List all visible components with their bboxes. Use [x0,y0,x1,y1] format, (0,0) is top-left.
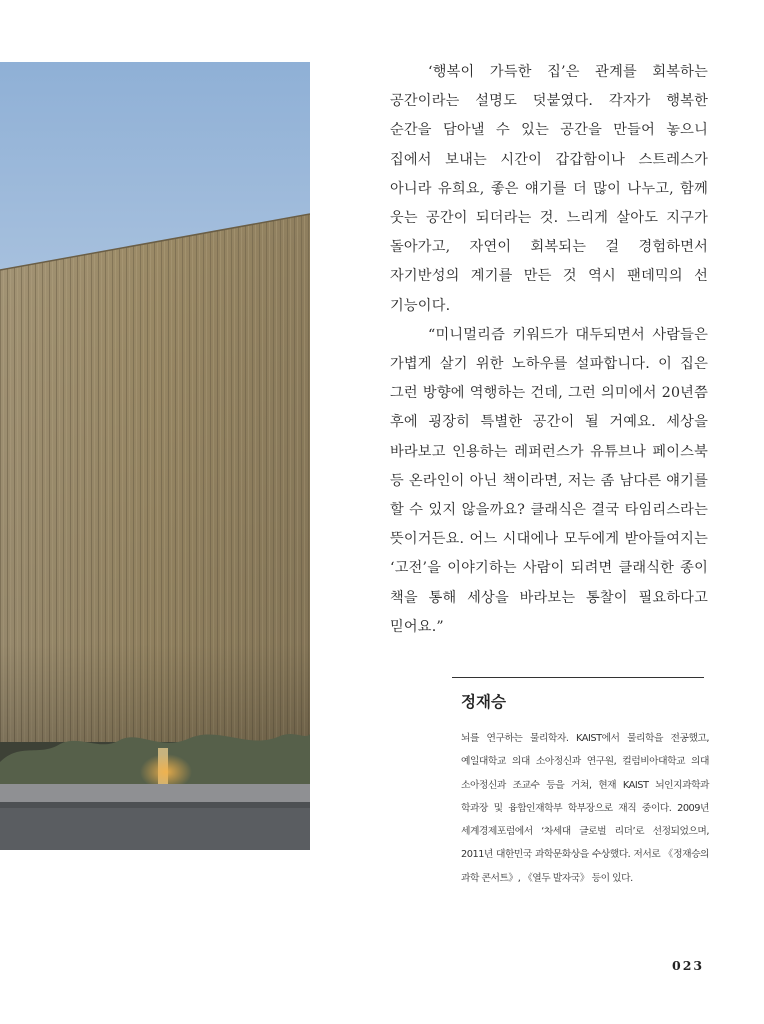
page-number: 023 [672,958,705,973]
article-body [390,58,708,642]
house-wood-wall-photo [0,62,310,850]
photo-illustration [0,62,310,850]
article-paragraph-1: ‘행복이 가득한 집’은 관계를 회복하는 공간이라는 설명도 덧붙였다. 각자가 행복한 순간을 담아낼 수 있는 공간을 만들어 놓으니 집에서 보내는 시간이 갑갑함이나 스트레스가 아니라 유희요, 좋은 얘기를 더 많이 나누고, 함께 웃는 공간이 되더라는 것. 느리게 살아도 지구가 돌아가고, 자연이 회복되는 걸 경험하면서 자기반성의 계기를 만든 것 역시 팬데믹의 선 기능이다. [390,64,708,314]
author-divider [452,677,704,678]
article-paragraph-2: “미니멀리즘 키워드가 대두되면서 사람들은 가볍게 살기 위한 노하우를 설파합니다. 이 집은 그런 방향에 역행하는 건데, 그런 의미에서 20년쯤 후에 굉장히 특별한 공간이 될 거예요. 세상을 바라보고 인용하는 레퍼런스가 유튜브나 페이스북 등 온라인이 아닌 책이라면, 저는 좀 남다른 얘기를 할 수 있지 않을까요? 클래식은 결국 타임리스라는 뜻이거든요. 어느 시대에나 모두에게 받아들여지는 ‘고전’을 이야기하는 사람이 되려면 클래식한 종이 책을 통해 세상을 바라보는 통찰이 필요하다고 믿어요.” [390,326,708,635]
author-name: 정재승 [461,693,506,711]
author-bio: 뇌를 연구하는 물리학자. KAIST에서 물리학을 전공했고, 예일대학교 의대 소아정신과 연구원, 컬럼비아대학교 의대 소아정신과 조교수 등을 거쳐, 현재 KAIST 뇌인지과학과 학과장 및 융합인재학부 학부장으로 재직 중이다. 2009년 세계경제포럼에서 ‘차세대 글로벌 리더’로 선정되었으며, 2011년 대한민국 과학문화상을 수상했다. 저서로 《정재승의 과학 콘서트》, 《열두 발자국》 등이 있다. [461,733,709,884]
